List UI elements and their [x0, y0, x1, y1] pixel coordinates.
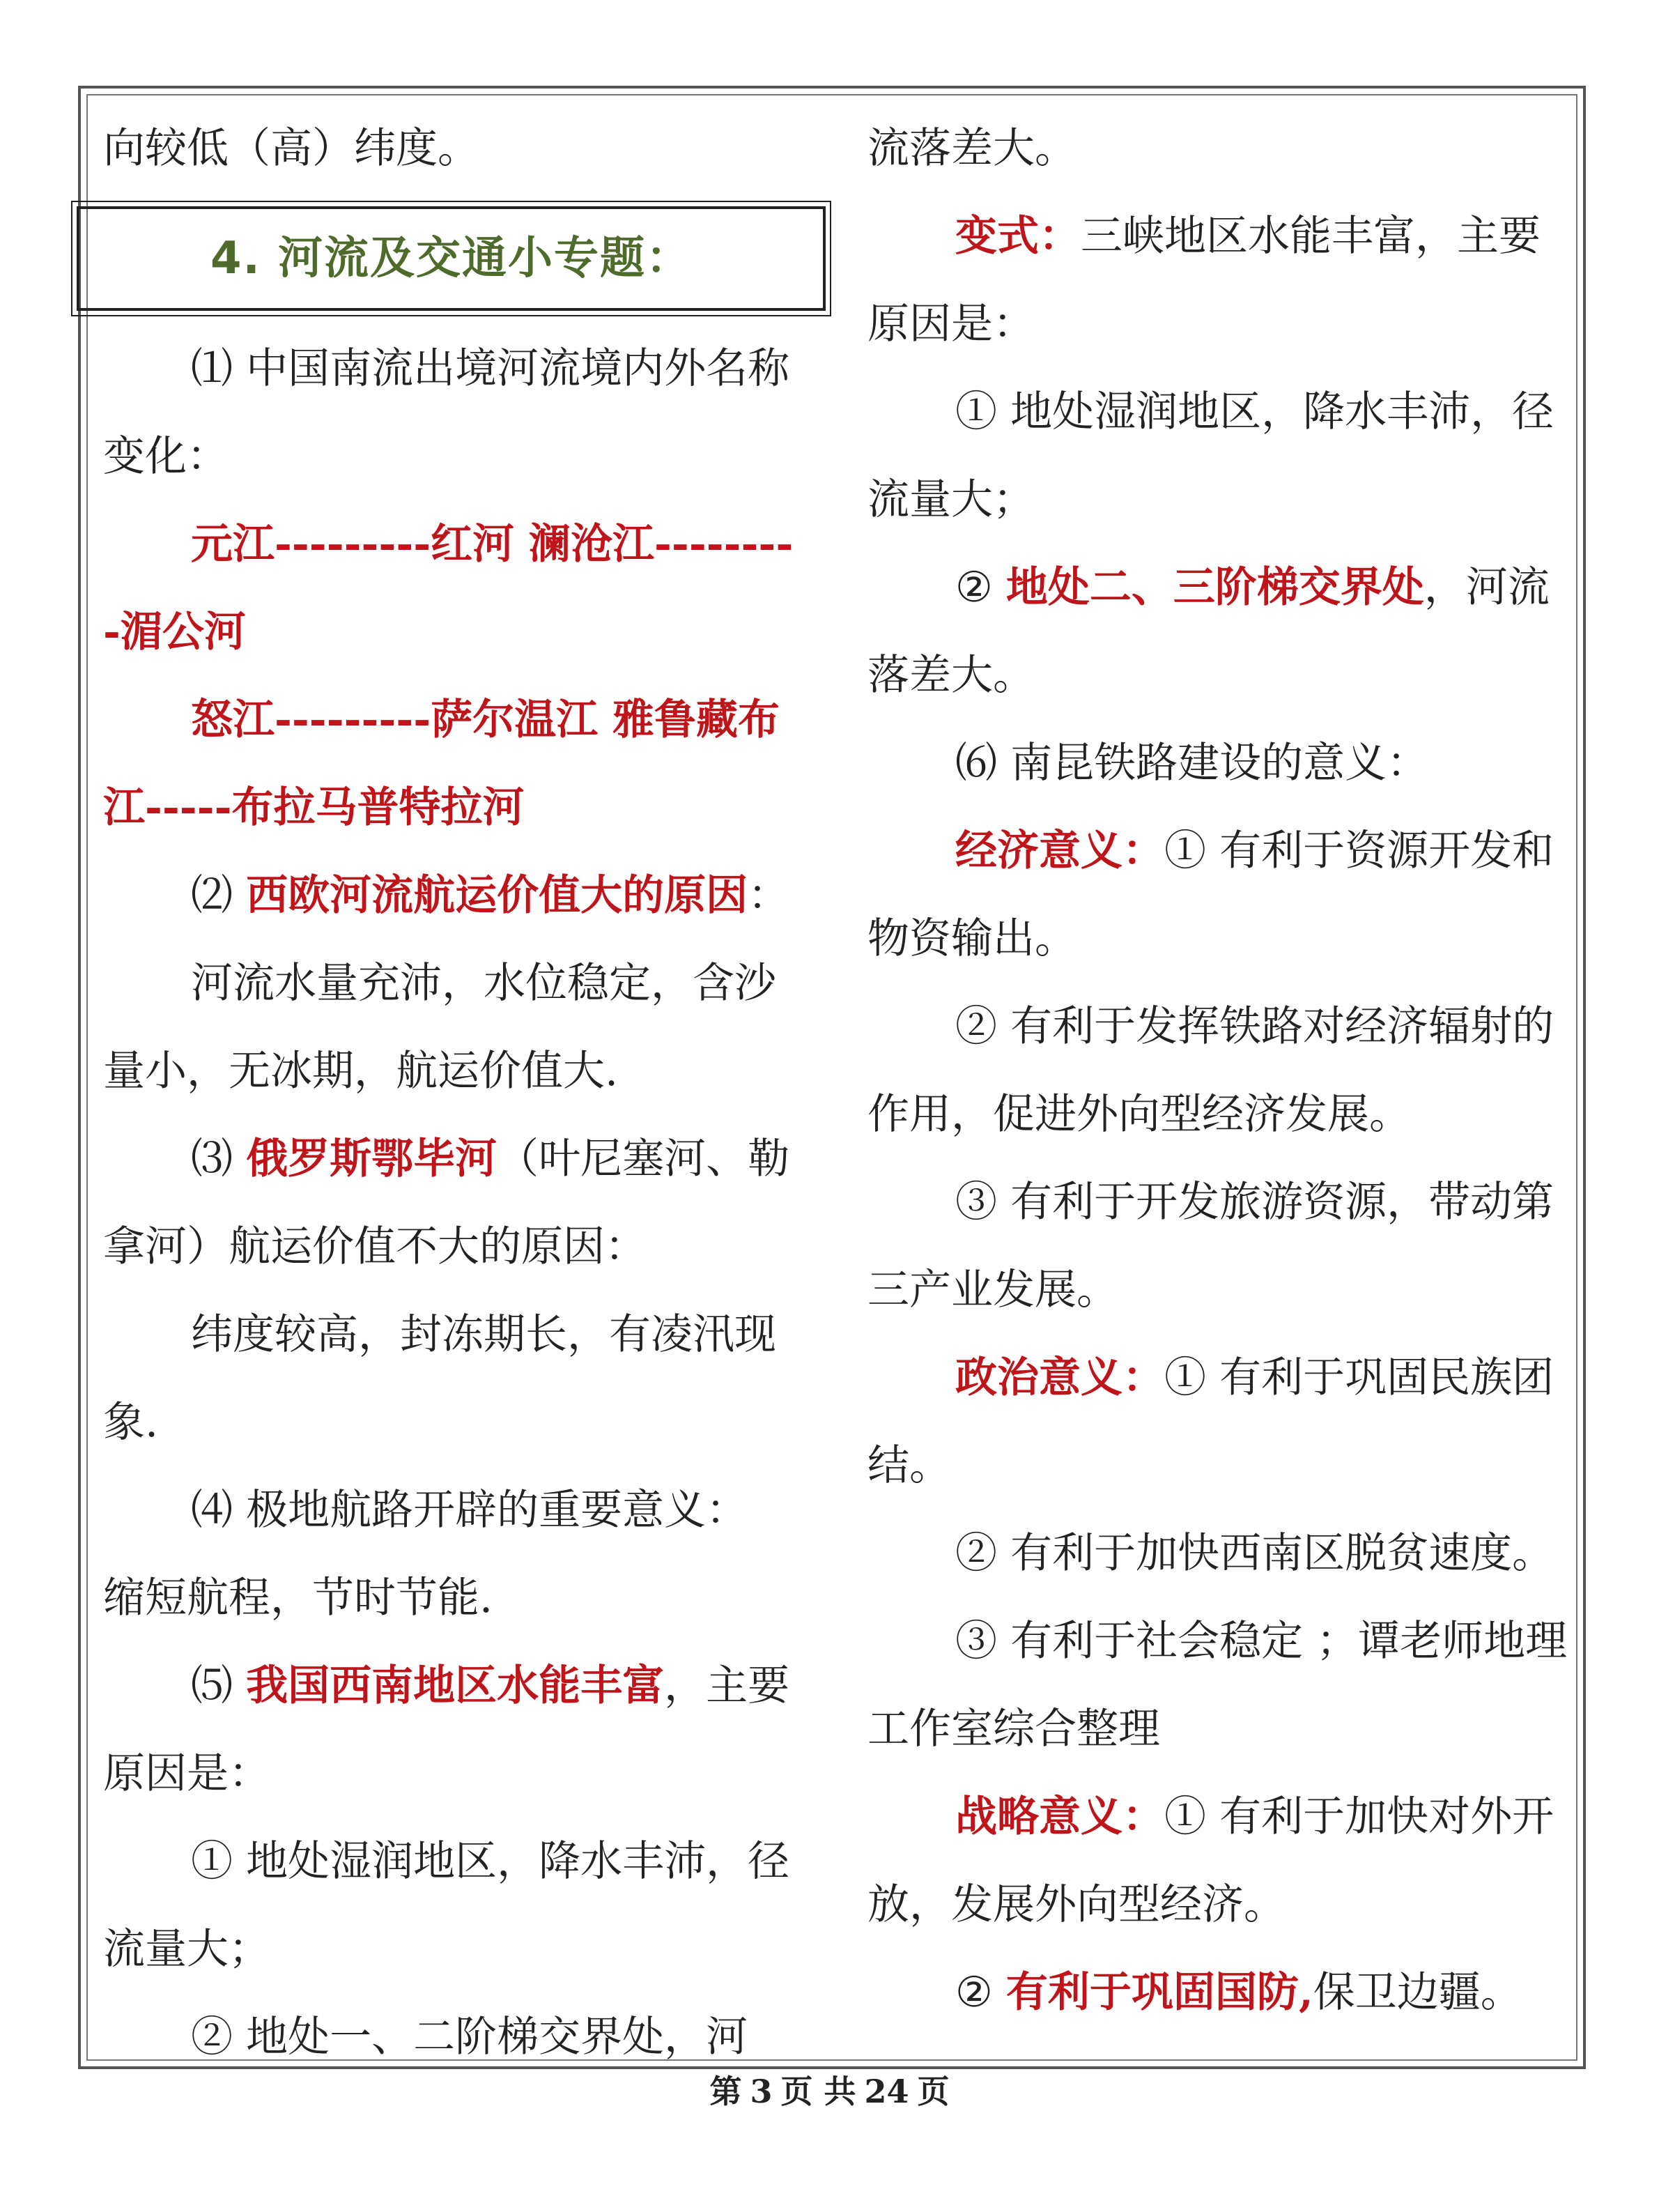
variant-heading — [867, 192, 1578, 368]
section-title-box — [77, 206, 826, 311]
pol-heading — [867, 1334, 1578, 1510]
variant-point2 — [867, 544, 1578, 719]
pol-label: 政治意义： — [955, 1353, 1164, 1402]
item6-intro: ⑹ 南昆铁路建设的意义： — [955, 739, 1429, 788]
footer-total-pages: 24 — [864, 2073, 909, 2110]
item2-highlight: 西欧河流航运价值大的原因 — [246, 871, 748, 920]
footer-page-number: 3 — [750, 2073, 773, 2110]
variant-point2-number: ② — [955, 563, 1006, 612]
section-title: 4. 河流及交通小专题： — [210, 233, 693, 284]
strat-label: 战略意义： — [955, 1792, 1164, 1841]
item5-number: ⑸ — [191, 1661, 247, 1710]
item4-intro: ⑷ 极地航路开辟的重要意义： — [191, 1486, 748, 1535]
continued-line-right: 流落差大。 — [867, 124, 1077, 173]
strat-point2 — [867, 1949, 1578, 2036]
strat-point1: ① 有利于加快对外开放，发展外向型经济。 — [867, 1792, 1554, 1929]
item5-heading — [103, 1642, 807, 1818]
variant-text: 三峡地区水能丰富，主要原因是： — [867, 212, 1541, 348]
footer-word-1: 第 — [709, 2073, 742, 2110]
econ-label: 经济意义： — [955, 827, 1164, 875]
item2-heading — [103, 852, 807, 939]
item3-body: 纬度较高，封冻期长，有凌汛现象. — [103, 1310, 776, 1447]
item5-rest: ，主要原因是： — [103, 1661, 790, 1798]
footer-word-3: 页 — [917, 2073, 950, 2110]
item3-highlight: 俄罗斯鄂毕河 — [246, 1135, 497, 1183]
item2-number: ⑵ — [191, 871, 247, 920]
item3-number: ⑶ — [191, 1135, 247, 1183]
item2-colon: ： — [748, 871, 790, 920]
strat-heading — [867, 1773, 1578, 1949]
pol-point3: ③ 有利于社会稳定 ；谭老师地理工作室综合整理 — [867, 1617, 1568, 1753]
item1-rivers-b: 怒江---------萨尔温江 雅鲁藏布江-----布拉马普特拉河 — [103, 696, 780, 832]
item1-intro: ⑴ 中国南流出境河流境内外名称变化： — [103, 344, 790, 481]
pol-point2: ② 有利于加快西南区脱贫速度。 — [955, 1529, 1554, 1578]
variant-point1: ① 地处湿润地区，降水丰沛，径流量大； — [867, 387, 1554, 524]
strat-point2-highlight: 有利于巩固国防, — [1005, 1968, 1313, 2017]
item2-body: 河流水量充沛，水位稳定，含沙量小，无冰期，航运价值大. — [103, 959, 776, 1096]
item1-rivers-a: 元江---------红河 澜沧江---------湄公河 — [103, 520, 794, 656]
item5-highlight: 我国西南地区水能丰富 — [246, 1661, 665, 1710]
econ-point1: ① 有利于资源开发和物资输出。 — [867, 827, 1554, 963]
continued-line: 向较低（高）纬度。 — [103, 124, 479, 173]
variant-point2-rest: ，河流落差大。 — [867, 563, 1550, 700]
variant-point2-highlight: 地处二、三阶梯交界处 — [1005, 563, 1424, 612]
strat-point2-number: ② — [955, 1968, 1006, 2017]
item5-point1: ① 地处湿润地区，降水丰沛，径流量大； — [103, 1837, 790, 1974]
left-column — [103, 105, 807, 2081]
right-column — [867, 105, 1578, 2036]
econ-point2: ② 有利于发挥铁路对经济辐射的作用，促进外向型经济发展。 — [867, 1002, 1554, 1139]
item3-heading — [103, 1115, 807, 1291]
pol-point1: ① 有利于巩固民族团结。 — [867, 1353, 1554, 1490]
variant-label: 变式： — [955, 212, 1081, 261]
page-footer — [0, 2066, 1659, 2112]
item4-body: 缩短航程，节时节能. — [103, 1574, 493, 1622]
econ-point3: ③ 有利于开发旅游资源，带动第三产业发展。 — [867, 1178, 1554, 1314]
item3-rest: （叶尼塞河、勒拿河）航运价值不大的原因： — [103, 1135, 790, 1271]
item5-point2: ② 地处一、二阶梯交界处，河 — [191, 2013, 748, 2061]
footer-word-2: 页 共 — [780, 2073, 856, 2110]
econ-heading — [867, 807, 1578, 983]
strat-point2-rest: 保卫边疆。 — [1313, 1968, 1522, 2017]
